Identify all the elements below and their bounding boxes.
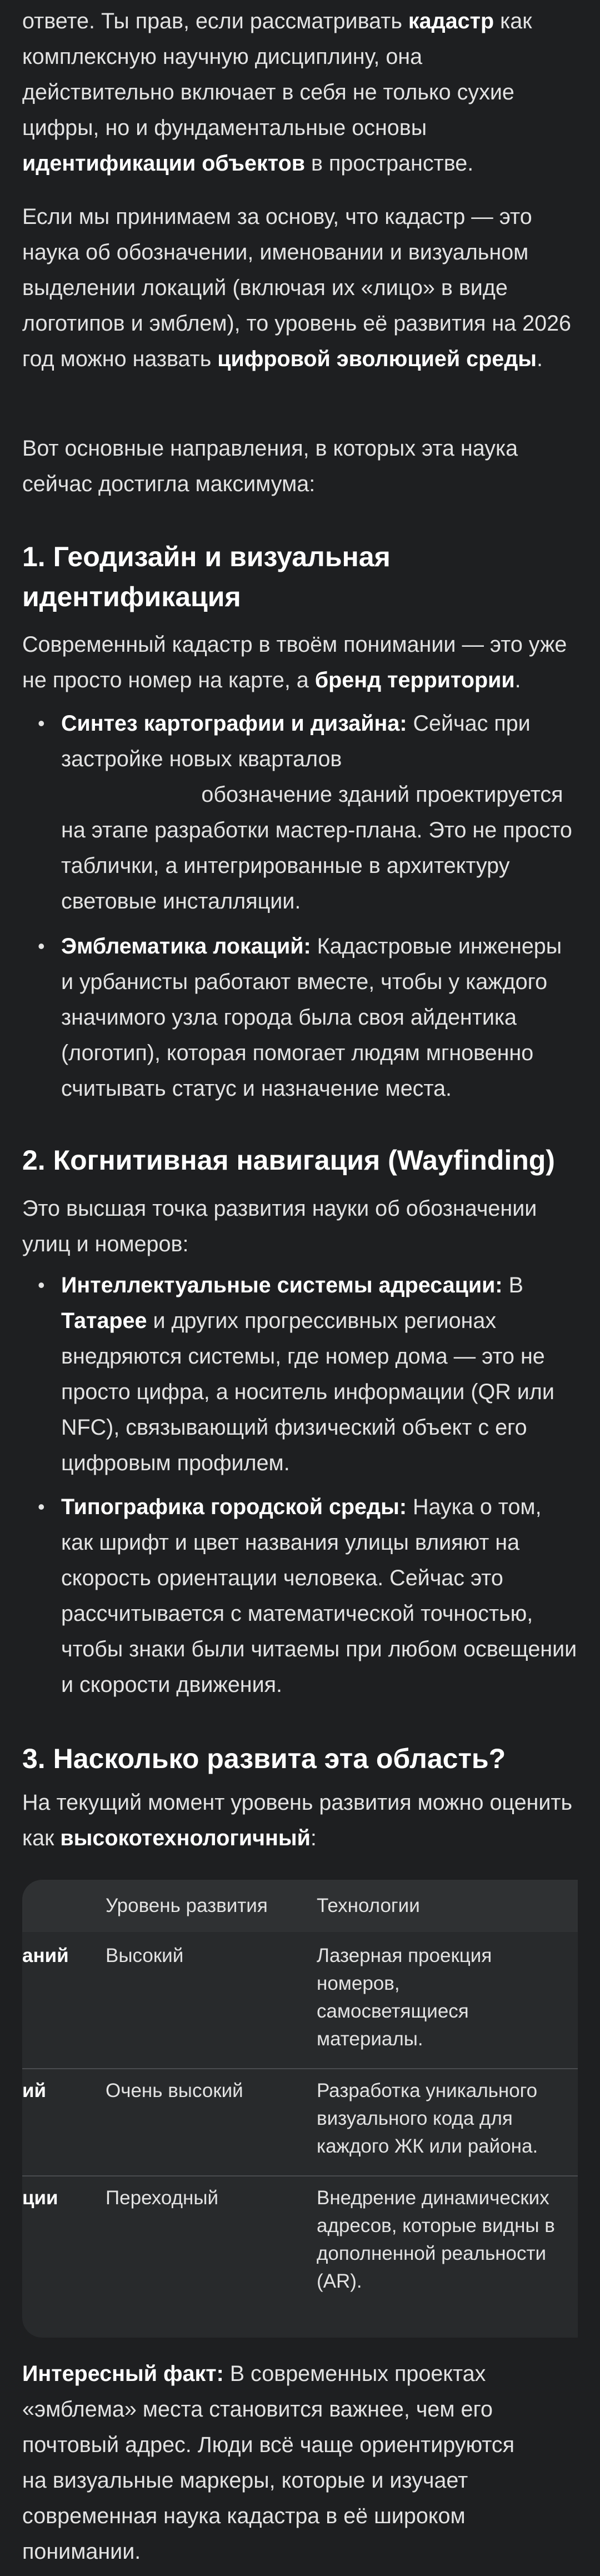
table-cell: ий <box>22 2080 47 2101</box>
bold-text: Интеллектуальные системы адресации: <box>61 1273 503 1297</box>
row-divider <box>22 2175 578 2176</box>
text-run: В <box>502 1273 523 1297</box>
comparison-table[interactable] <box>22 1880 578 2338</box>
bold-text: Эмблематика локаций: <box>61 934 311 958</box>
table-cell: Очень высокий <box>106 2080 243 2101</box>
list-item <box>38 706 578 919</box>
table-header-cell: Уровень развития <box>106 1895 268 1916</box>
table-cell: аний <box>22 1945 69 1966</box>
section-heading-1: 1. Геодизайн и визуальная идентификация <box>22 541 391 612</box>
list-item <box>38 1489 578 1703</box>
text-run: Это высшая точка развития науки об обозначении улиц и номеров: <box>22 1196 537 1256</box>
list-item <box>38 928 578 1106</box>
text-run: Современный кадастр в твоём понимании — это уже не просто номер на карте, а <box>22 632 567 692</box>
text-run: Сейчас при застройке новых кварталов <box>61 711 531 771</box>
list-item <box>38 1267 578 1481</box>
text-run: Наука о том, как шрифт и цвет названия улицы влияют на скорость ориентации человека. Сейчас это рассчитывается с математической точностью, чтобы знаки были читаемы при любом освещении и скорости движения. <box>61 1495 577 1697</box>
text-run: ответе. Ты прав, если рассматривать <box>22 9 408 33</box>
text-run: Кадастровые инженеры и урбанисты работают вместе, чтобы у каждого значимого узла города была своя айдентика (логотип), которая помогает людям мгновенно считывать статус и назначение места. <box>61 934 562 1101</box>
section-2-lead <box>22 1191 578 1262</box>
interesting-fact-note <box>22 2356 539 2569</box>
section-3-lead <box>22 1785 578 1856</box>
table-cell: Внедрение динамических адресов, которые видны в дополненной реальности (AR). <box>317 2187 555 2292</box>
table-header-row <box>22 1880 578 1932</box>
text-run: Вот основные направления, в которых эта наука сейчас достигла максимума: <box>22 436 518 496</box>
bullet-icon: • <box>38 712 45 735</box>
text-run: В современных проектах «эмблема» места становится важнее, чем его почтовый адрес. Люди всё чаще ориентируются на визуальные маркеры, которые и изучает современная наука кадастра в её широком понимании. <box>22 2362 515 2564</box>
table-cell: Высокий <box>106 1945 184 1966</box>
bold-text: кадастр <box>408 9 494 33</box>
bold-text: Типографика городской среды: <box>61 1495 407 1519</box>
text-run: На текущий момент уровень развития можно оценить как <box>22 1790 573 1850</box>
text-run: Если мы принимаем за основу, что кадастр — это наука об обозначении, именовании и визуальном выделении локаций (включая их «лицо» в виде логотипов и эмблем), то уровень её развития на 2026 год можно назвать <box>22 204 572 371</box>
section-heading-3: 3. Насколько развита эта область? <box>22 1743 506 1774</box>
table-cell: ции <box>22 2187 58 2209</box>
bold-text: Татарее <box>61 1309 147 1333</box>
list-item-text <box>61 934 562 1101</box>
table-cell: Разработка уникального визуального кода для каждого ЖК или района. <box>317 2080 538 2157</box>
text-run: и других прогрессивных регионах внедряются системы, где номер дома — это не просто цифра, а носитель информации (QR или NFC), связывающий физический объект с его цифровым профилем. <box>61 1309 554 1475</box>
text-run: . <box>537 347 543 371</box>
section-heading-2: 2. Когнитивная навигация (Wayfinding) <box>22 1145 555 1176</box>
bold-text: Синтез картографии и дизайна: <box>61 711 407 736</box>
intro-paragraph-3 <box>22 431 578 502</box>
text-run: . <box>514 668 521 692</box>
list-item-text <box>61 711 572 913</box>
text-run: как комплексную научную дисциплину, она действительно включает в себя не только сухие цифры, но и фундаментальные основы <box>22 9 532 140</box>
list-item-text <box>61 1495 577 1697</box>
intro-paragraph-1 <box>22 3 578 181</box>
text-run: обозначение зданий проектируется на этапе разработки мастер-плана. Это не просто таблички, а интегрированные в архитектуру световые инсталляции. <box>61 782 572 913</box>
intro-paragraph-2 <box>22 199 578 377</box>
text-run: в пространстве. <box>305 151 474 176</box>
bullet-icon: • <box>38 1274 45 1296</box>
table-cell: Переходный <box>106 2187 219 2209</box>
row-divider <box>22 2068 578 2069</box>
bold-text: цифровой эволюцией среды <box>217 347 537 371</box>
bold-text: бренд территории <box>314 668 515 692</box>
text-run: : <box>310 1826 317 1850</box>
bold-text: высокотехнологичный <box>60 1826 311 1850</box>
bold-text: идентификации объектов <box>22 151 305 176</box>
bullet-icon: • <box>38 1495 45 1518</box>
list-item-text <box>61 1273 554 1475</box>
section-1-lead <box>22 627 578 698</box>
table-header-cell: Технологии <box>317 1895 420 1916</box>
bullet-icon: • <box>38 935 45 957</box>
bold-text: Интересный факт: <box>22 2362 224 2386</box>
table-cell: Лазерная проекция номеров, самосветящиеся материалы. <box>317 1945 492 2050</box>
